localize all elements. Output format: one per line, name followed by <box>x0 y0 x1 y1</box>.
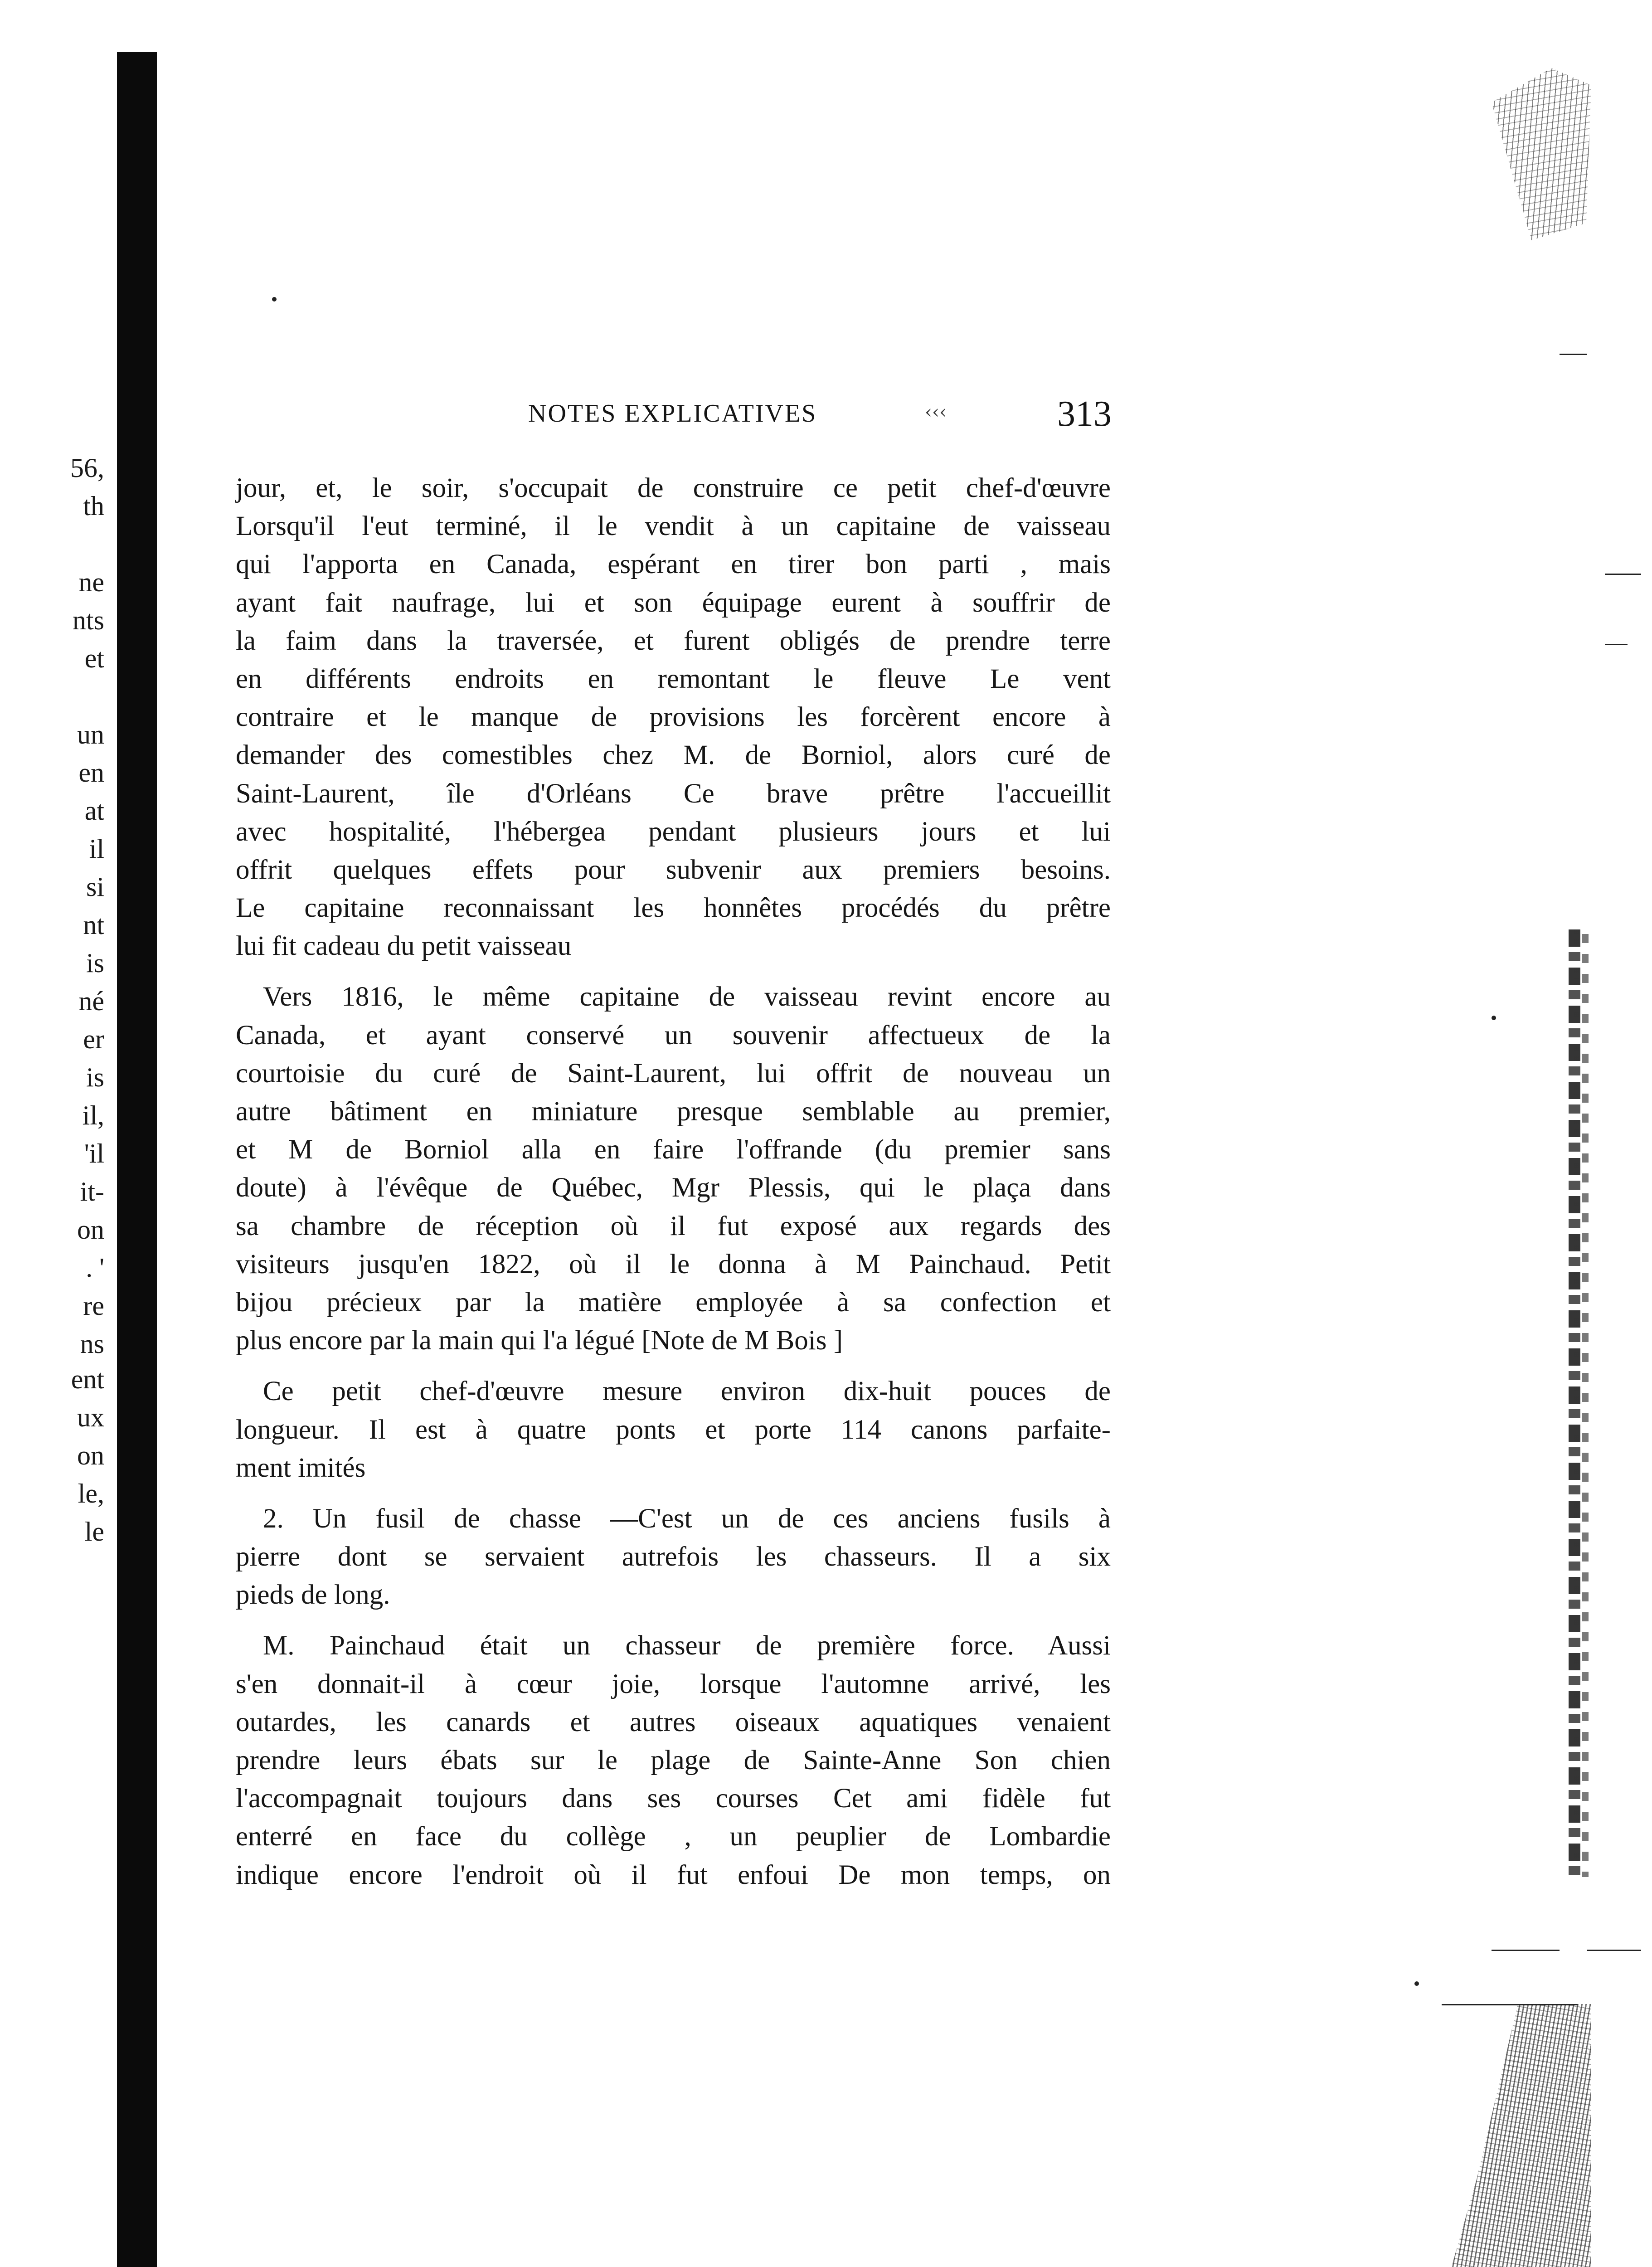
scan-speck <box>1492 1950 1560 1951</box>
bleed-fragment: né <box>78 986 104 1016</box>
bleed-fragment: 56, <box>70 453 104 483</box>
paragraph-4 <box>236 1500 1111 1615</box>
facing-page-bleed-top <box>0 449 104 1363</box>
page-number: 313 <box>1057 394 1112 434</box>
bleed-fragment: re <box>83 1291 104 1321</box>
text-line: pieds de long. <box>236 1580 390 1610</box>
text-line: l'accompagnait toujours dans ses courses Cet ami fidèle fut <box>236 1783 1111 1814</box>
text-line: courtoisie du curé de Saint-Laurent, lui offrit de nouveau un <box>236 1058 1111 1089</box>
text-line: Ce petit chef-d'œuvre mesure environ dix-huit pouces de <box>263 1376 1111 1407</box>
paragraph-5 <box>236 1627 1111 1894</box>
scan-speck <box>1605 644 1628 645</box>
text-line: prendre leurs ébats sur le plage de Sainte-Anne Son chien <box>236 1745 1111 1776</box>
paragraph-1 <box>236 469 1111 965</box>
bleed-fragment: le, <box>78 1479 104 1508</box>
text-line: ment imités <box>236 1452 366 1483</box>
text-line: outardes, les canards et autres oiseaux aquatiques venaient <box>236 1707 1111 1737</box>
body-text <box>236 469 1111 1894</box>
bleed-fragment: il <box>89 834 104 864</box>
bleed-fragment: on <box>77 1440 104 1470</box>
text-line: lui fit cadeau du petit vaisseau <box>236 931 572 962</box>
text-line: bijou précieux par la matière employée à sa confection et <box>236 1287 1111 1318</box>
text-line: offrit quelques effets pour subvenir aux premiers besoins. <box>236 854 1111 885</box>
text-line: M. Painchaud était un chasseur de première force. Aussi <box>263 1630 1111 1661</box>
text-line: pierre dont se servaient autrefois les chasseurs. Il a six <box>236 1542 1111 1572</box>
bleed-fragment: ent <box>71 1364 104 1394</box>
facing-page-bleed-bottom <box>0 1360 104 1551</box>
bleed-fragment: is <box>86 948 104 978</box>
text-line: qui l'apporta en Canada, espérant en tirer bon parti , mais <box>236 549 1111 580</box>
bleed-fragment: un <box>77 720 104 749</box>
text-line: avec hospitalité, l'hébergea pendant plusieurs jours et lui <box>236 816 1111 847</box>
bleed-fragment: at <box>84 796 104 826</box>
scan-noise-bottom-right <box>1428 2004 1591 2267</box>
bleed-fragment: nts <box>72 605 104 635</box>
text-line: indique encore l'endroit où il fut enfoui De mon temps, on <box>236 1859 1111 1890</box>
scan-edge-artifact <box>1582 934 1589 1877</box>
text-line: plus encore par la main qui l'a légué [Note de M Bois ] <box>236 1325 843 1356</box>
scan-speck <box>1442 2004 1578 2005</box>
bleed-fragment: th <box>83 491 104 521</box>
bleed-fragment: il, <box>82 1100 104 1130</box>
bleed-fragment: en <box>78 758 104 788</box>
bleed-fragment: le <box>84 1517 104 1547</box>
text-line: Canada, et ayant conservé un souvenir affectueux de la <box>236 1020 1111 1051</box>
bleed-fragment: on <box>77 1215 104 1245</box>
text-line: demander des comestibles chez M. de Borniol, alors curé de <box>236 740 1111 771</box>
scan-speck <box>1492 1016 1496 1020</box>
bleed-fragment: et <box>84 643 104 673</box>
printer-mark: ‹‹‹ <box>925 402 947 423</box>
text-line: Le capitaine reconnaissant les honnêtes procédés du prêtre <box>236 893 1111 924</box>
paragraph-2 <box>236 978 1111 1360</box>
text-line: la faim dans la traversée, et furent obligés de prendre terre <box>236 625 1111 656</box>
text-line: Saint-Laurent, île d'Orléans Ce brave prêtre l'accueillit <box>236 778 1111 809</box>
text-line: en différents endroits en remontant le fleuve Le vent <box>236 663 1111 694</box>
bleed-fragment: is <box>86 1062 104 1092</box>
bleed-fragment: si <box>86 872 104 902</box>
bleed-fragment: ns <box>80 1329 104 1359</box>
bleed-fragment: ne <box>78 567 104 597</box>
running-title: NOTES EXPLICATIVES <box>528 399 817 428</box>
text-line: longueur. Il est à quatre ponts et porte 114 canons parfaite- <box>236 1414 1111 1445</box>
text-line: sa chambre de réception où il fut exposé aux regards des <box>236 1211 1111 1241</box>
text-line: visiteurs jusqu'en 1822, où il le donna à M Painchaud. Petit <box>236 1249 1111 1279</box>
text-line: ayant fait naufrage, lui et son équipage eurent à souffrir de <box>236 587 1111 618</box>
running-head <box>528 394 1113 434</box>
scan-noise-top-right <box>1492 68 1591 240</box>
text-line: autre bâtiment en miniature presque semblable au premier, <box>236 1096 1111 1127</box>
bleed-fragment <box>0 677 104 715</box>
text-line: enterré en face du collège , un peuplier de Lombardie <box>236 1821 1111 1852</box>
text-line: Lorsqu'il l'eut terminé, il le vendit à un capitaine de vaisseau <box>236 511 1111 542</box>
scan-speck <box>272 297 277 302</box>
text-line: contraire et le manque de provisions les forcèrent encore à <box>236 702 1111 733</box>
scan-edge-artifact <box>1569 929 1580 1882</box>
text-line: 2. Un fusil de chasse —C'est un de ces anciens fusils à <box>263 1503 1111 1534</box>
scan-speck <box>1587 1950 1641 1951</box>
text-line: et M de Borniol alla en faire l'offrande (du premier sans <box>236 1134 1111 1165</box>
text-line: s'en donnait-il à cœur joie, lorsque l'automne arrivé, les <box>236 1669 1111 1699</box>
text-line: jour, et, le soir, s'occupait de construire ce petit chef-d'œuvre <box>236 473 1111 503</box>
text-line: Vers 1816, le même capitaine de vaisseau revint encore au <box>263 982 1111 1012</box>
scan-speck <box>1605 574 1641 575</box>
bleed-fragment: . ' <box>86 1253 104 1283</box>
scan-speck <box>1414 1981 1419 1986</box>
scan-speck <box>1560 354 1587 355</box>
bleed-fragment: ux <box>77 1402 104 1432</box>
bleed-fragment: er <box>83 1024 104 1054</box>
binding-gutter <box>117 52 157 2267</box>
bleed-fragment <box>0 525 104 563</box>
paragraph-3 <box>236 1372 1111 1487</box>
text-line: doute) à l'évêque de Québec, Mgr Plessis, qui le plaça dans <box>236 1172 1111 1203</box>
bleed-fragment: nt <box>83 910 104 940</box>
bleed-fragment: 'il <box>84 1138 104 1168</box>
bleed-fragment: it- <box>80 1177 104 1206</box>
